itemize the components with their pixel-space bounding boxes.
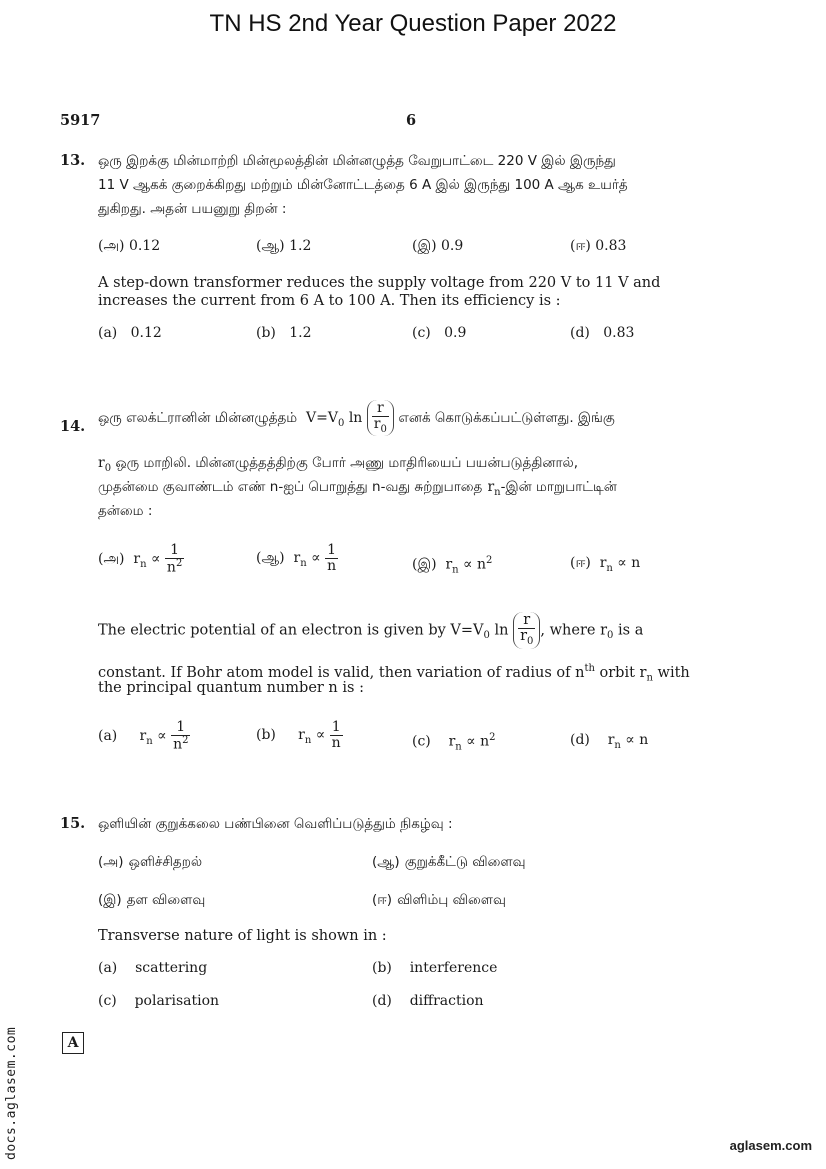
- question-number-13: 13.: [60, 152, 86, 169]
- q13-tamil-option-a: (அ) 0.12: [98, 238, 161, 254]
- q14-english-option-c: (c) $r_n \propto n^2$: [412, 732, 496, 753]
- paper-code: 5917: [60, 112, 101, 129]
- q14-english-line1: The electric potential of an electron is given by $V=V_0$ ln $\frac{r}{r_0}$ , where $r_0$ is a: [98, 612, 644, 648]
- q14-english-option-b: (b) $r_n$ ∝ $\frac{1}{n}$: [256, 719, 341, 751]
- q14-english-option-d: (d) $r_n \propto n$: [570, 732, 649, 751]
- q13-tamil-line1: ஒரு இறக்கு மின்மாற்றி மின்மூலத்தின் மின்னழுத்த வேறுபாட்டை 220 V இல் இருந்து: [98, 153, 616, 169]
- q14-tamil-option-a: (அ) $r_n$ ∝ $\frac{1}{n^2}$: [98, 542, 183, 576]
- question-number-15: 15.: [60, 815, 86, 832]
- version-box: A: [62, 1032, 84, 1054]
- q13-english-line2: increases the current from 6 A to 100 A. Then its efficiency is :: [98, 293, 561, 309]
- q14-english-line3: the principal quantum number n is :: [98, 680, 364, 696]
- q13-english-line1: A step-down transformer reduces the supply voltage from 220 V to 11 V and: [98, 275, 661, 291]
- q15-tamil-option-b: (ஆ) குறுக்கீட்டு விளைவு: [372, 854, 526, 870]
- q13-tamil-option-c: (இ) 0.9: [412, 238, 464, 254]
- page-number: 6: [406, 112, 417, 129]
- q15-english-option-b: (b) interference: [372, 960, 498, 976]
- footer-site-link[interactable]: aglasem.com: [729, 1138, 812, 1153]
- q14-english-option-a: (a) $r_n$ ∝ $\frac{1}{n^2}$: [98, 719, 189, 753]
- page-header-title: TN HS 2nd Year Question Paper 2022: [209, 10, 617, 37]
- q13-tamil-option-d: (ஈ) 0.83: [570, 238, 627, 254]
- q13-english-option-b: (b) 1.2: [256, 325, 312, 341]
- side-watermark: docs.aglasem.com: [4, 1026, 19, 1160]
- q15-tamil-option-d: (ஈ) விளிம்பு விளைவு: [372, 892, 506, 908]
- q15-tamil-option-a: (அ) ஒளிச்சிதறல்: [98, 854, 203, 870]
- q13-tamil-line3: துகிறது. அதன் பயனுறு திறன் :: [98, 201, 287, 217]
- potential-formula: $V=V_0$ ln $\frac{r}{r_0}$: [302, 410, 399, 426]
- q15-english-line: Transverse nature of light is shown in :: [98, 928, 387, 944]
- q14-tamil-line3: முதன்மை குவாண்டம் எண் n-ஐப் பொறுத்து n-வது சுற்றுபாதை $r_n-இன்$ மாறுபாட்டின்: [98, 479, 617, 498]
- q13-tamil-option-b: (ஆ) 1.2: [256, 238, 312, 254]
- q14-english-line2: constant. If Bohr atom model is valid, then variation of radius of $n^{th}$ orbit $r_n$ with: [98, 663, 690, 684]
- question-number-14: 14.: [60, 418, 86, 435]
- q14-tamil-line1: ஒரு எலக்ட்ரானின் மின்னழுத்தம் $V=V_0$ ln $\frac{r}{r_0}$ எனக் கொடுக்கப்பட்டுள்ளது. இங்கு: [98, 400, 615, 435]
- q14-tamil-option-c: (இ) $r_n \propto n^2$: [412, 555, 493, 576]
- q15-tamil-option-c: (இ) தள விளைவு: [98, 892, 206, 908]
- q14-tamil-line2: $r_0$ ஒரு மாறிலி. மின்னழுத்தத்திற்கு போர் அணு மாதிரியைப் பயன்படுத்தினால்,: [98, 455, 579, 474]
- q13-english-option-c: (c) 0.9: [412, 325, 467, 341]
- q15-english-option-a: (a) scattering: [98, 960, 208, 976]
- q14-tamil-option-b: (ஆ) $r_n$ ∝ $\frac{1}{n}$: [256, 542, 337, 574]
- q15-tamil-line: ஒளியின் குறுக்கலை பண்பினை வெளிப்படுத்தும் நிகழ்வு :: [98, 816, 453, 832]
- q13-english-option-a: (a) 0.12: [98, 325, 162, 341]
- q15-english-option-d: (d) diffraction: [372, 993, 484, 1009]
- q13-tamil-line2: 11 V ஆகக் குறைக்கிறது மற்றும் மின்னோட்டத்தை 6 A இல் இருந்து 100 A ஆக உயர்த்: [98, 177, 628, 193]
- q14-tamil-line4: தன்மை :: [98, 503, 153, 519]
- q13-english-option-d: (d) 0.83: [570, 325, 635, 341]
- q14-tamil-option-d: (ஈ) $r_n \propto n$: [570, 555, 641, 574]
- q15-english-option-c: (c) polarisation: [98, 993, 220, 1009]
